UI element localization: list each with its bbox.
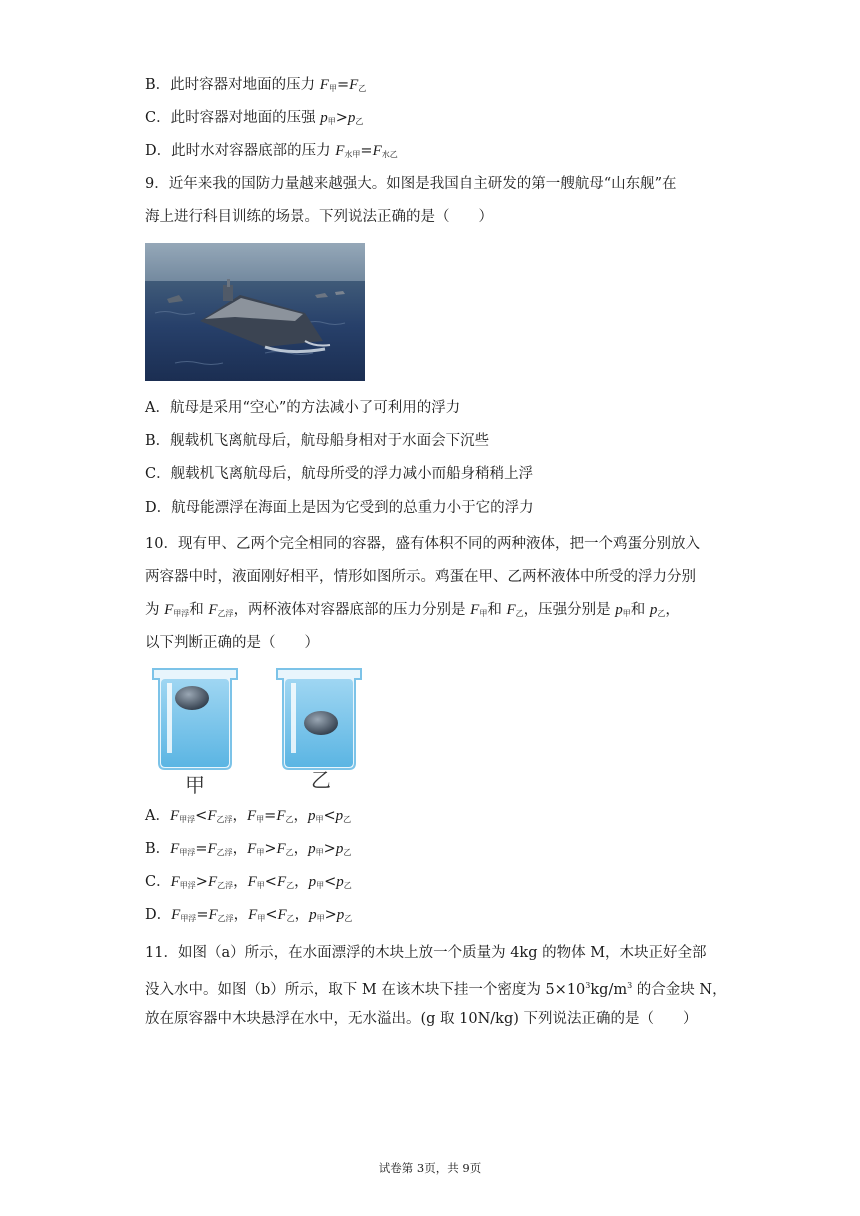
beakers-figure	[145, 665, 370, 795]
q11-stem-line3: 放在原容器中木块悬浮在水中，无水溢出。(g 取 10N/kg) 下列说法正确的是（ ）	[145, 1011, 698, 1027]
q10-option-c: C．$F_{甲浮}>F_{乙浮}$，$F_甲<F_乙$，$p_甲<p_乙$	[145, 874, 352, 890]
egg-yi	[304, 711, 338, 735]
q9-option-d: D．航母能漂浮在海面上是因为它受到的总重力小于它的浮力	[145, 500, 534, 516]
q9-stem-line2: 海上进行科目训练的场景。下列说法正确的是（ ）	[145, 209, 493, 225]
q10-stem-line3: 为 $F_{甲浮}$和 $F_{乙浮}$，两杯液体对容器底部的压力分别是 $F_甲$和 $F_乙$，压强分别是 $p_甲$和 $p_乙$，	[145, 602, 680, 618]
q10-option-a: A．$F_{甲浮}<F_{乙浮}$，$F_甲=F_乙$，$p_甲<p_乙$	[145, 808, 352, 824]
q9-option-c: C．舰载机飞离航母后，航母所受的浮力减小而船身稍稍上浮	[145, 466, 534, 482]
q9-stem-line1: 9．近年来我的国防力量越来越强大。如图是我国自主研发的第一艘航母“山东舰”在	[145, 176, 677, 192]
q9-option-b: B．舰载机飞离航母后，航母船身相对于水面会下沉些	[145, 433, 490, 449]
beaker-yi	[277, 669, 361, 769]
q10-stem-line1: 10．现有甲、乙两个完全相同的容器，盛有体积不同的两种液体，把一个鸡蛋分别放入	[145, 536, 700, 552]
beaker-label-yi: 乙	[311, 768, 331, 792]
q11-stem-line1: 11．如图（a）所示，在水面漂浮的木块上放一个质量为 4kg 的物体 M，木块正好全部	[145, 945, 707, 961]
q11-stem-line2: 没入水中。如图（b）所示，取下 M 在该木块下挂一个密度为 $5\times 10^3kg/m^3$ 的合金块 N，	[145, 981, 727, 998]
page-footer: 试卷第 3页，共 9页	[378, 1161, 482, 1175]
egg-jia	[175, 686, 209, 710]
q9-option-a: A．航母是采用“空心”的方法减小了可利用的浮力	[145, 400, 461, 416]
q10-option-d: D．$F_{甲浮}=F_{乙浮}$，$F_甲<F_乙$，$p_甲>p_乙$	[145, 907, 353, 923]
q10-stem-line4: 以下判断正确的是（ ）	[145, 635, 319, 651]
q10-stem-line2: 两容器中时，液面刚好相平，情形如图所示。鸡蛋在甲、乙两杯液体中所受的浮力分别	[145, 569, 696, 585]
q8-option-c: C．此时容器对地面的压强 $p_甲>p_乙$	[145, 110, 364, 126]
aircraft-carrier-photo	[145, 243, 365, 381]
q10-option-b: B．$F_{甲浮}=F_{乙浮}$，$F_甲>F_乙$，$p_甲>p_乙$	[145, 841, 352, 857]
q8-option-b: B．此时容器对地面的压力 $F_甲=F_乙$	[145, 77, 367, 93]
beaker-jia	[153, 669, 237, 769]
q8-option-d: D．此时水对容器底部的压力 $F_{水甲}=F_{水乙}$	[145, 143, 398, 159]
beaker-label-jia: 甲	[185, 773, 205, 795]
